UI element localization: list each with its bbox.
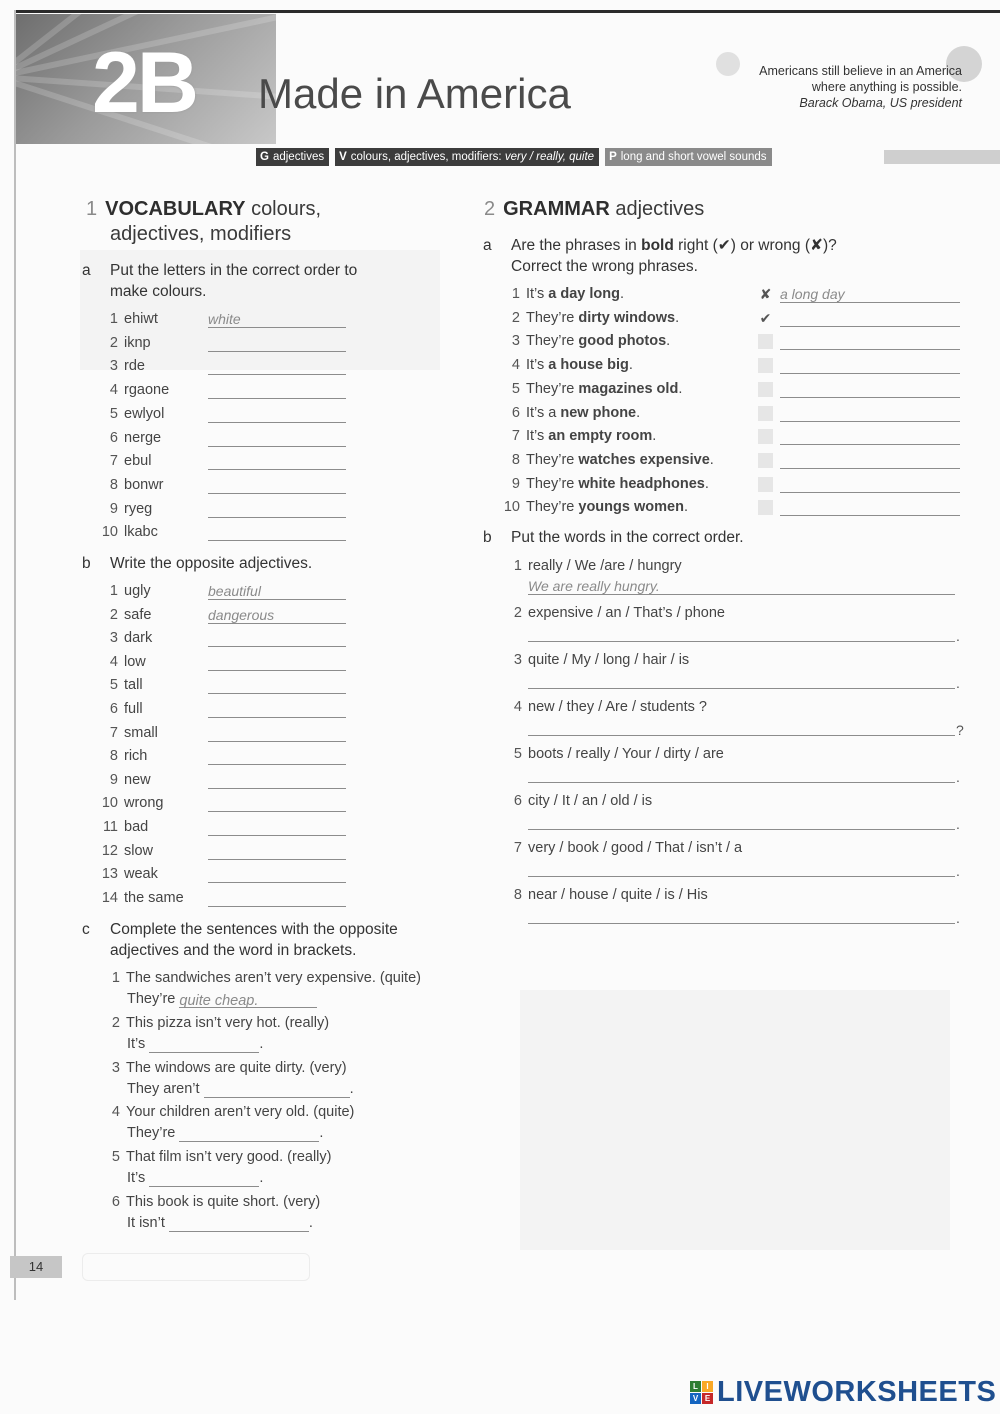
scrambled-word: rde (124, 358, 145, 374)
item-number: 6 (511, 405, 520, 421)
bold-phrase: an empty room (548, 428, 653, 444)
scan-shadow (520, 990, 950, 1250)
jumbled-words: expensive / an / That’s / phone (528, 605, 725, 621)
answer-input[interactable] (208, 501, 346, 518)
list-item (96, 523, 158, 541)
jumbled-words: city / It / an / old / is (528, 793, 653, 809)
bold-phrase: new phone (560, 405, 637, 421)
adjective-word: slow (124, 843, 154, 859)
list-item (96, 452, 151, 470)
jumbled-words: boots / really / Your / dirty / are (528, 746, 724, 762)
list-item: 7 It’s an empty room. (498, 427, 656, 445)
list-item (96, 771, 151, 789)
scrambled-word: ehiwt (124, 311, 158, 327)
list-item (96, 676, 143, 694)
item-number: 1 (109, 311, 118, 327)
list-item (500, 557, 682, 575)
list-item (96, 865, 158, 883)
list-item (96, 794, 164, 812)
list-item (98, 969, 421, 987)
item-number: 14 (101, 890, 118, 906)
sentence-end: . (956, 675, 960, 691)
bold-phrase: watches expensive (578, 452, 710, 468)
scrambled-word: nerge (124, 430, 162, 446)
vocab-b-instruction: b Write the opposite adjectives. (82, 555, 313, 572)
sentence-end: . (956, 769, 960, 785)
adjective-word: weak (124, 866, 158, 882)
list-item (98, 1193, 320, 1211)
list-item (500, 698, 707, 716)
tag-grammar: G adjectives (256, 148, 329, 166)
vocab-c-instruction: c Complete the sentences with the opposite adjectives and the word in brackets. (82, 921, 398, 959)
phrase-prefix: It’s (526, 428, 549, 444)
list-item (98, 1014, 329, 1032)
answer-input[interactable] (208, 748, 346, 765)
item-number: 5 (109, 677, 118, 693)
liveworksheets-logo (690, 1376, 996, 1409)
item-number: 2 (111, 1015, 120, 1031)
answer-input[interactable] (208, 654, 346, 671)
answer-input[interactable] (528, 861, 955, 877)
liveworksheets-mark-icon: L I V E (690, 1381, 713, 1404)
right-wrong-checkbox[interactable] (758, 453, 773, 468)
item-number: 4 (109, 382, 118, 398)
scan-ghost-box (82, 1253, 310, 1281)
item-number: 6 (513, 793, 522, 809)
sentence-prefix: It’s (127, 1170, 146, 1186)
item-number: 6 (109, 430, 118, 446)
jumbled-words: new / they / Are / students ? (528, 699, 707, 715)
adjective-word: wrong (124, 795, 164, 811)
adjective-word: new (124, 772, 151, 788)
answer-input[interactable]: quite cheap. (179, 992, 317, 1008)
item-number: 10 (101, 795, 118, 811)
item-number: 8 (109, 477, 118, 493)
item-number: 6 (109, 701, 118, 717)
right-wrong-checkbox[interactable] (758, 382, 773, 397)
sentence-end: . (956, 816, 960, 832)
scrambled-word: iknp (124, 335, 151, 351)
answer-input[interactable] (208, 843, 346, 860)
right-wrong-checkbox[interactable] (758, 429, 773, 444)
item-number: 1 (111, 970, 120, 986)
adjective-word: full (124, 701, 143, 717)
list-item (98, 1059, 347, 1077)
answer-input[interactable] (528, 767, 955, 783)
right-wrong-checkbox[interactable] (758, 477, 773, 492)
answer-input[interactable] (208, 406, 346, 423)
answer-input[interactable] (149, 1037, 259, 1053)
item-number: 2 (513, 605, 522, 621)
correction-input[interactable] (780, 476, 960, 493)
list-item (96, 381, 169, 399)
sentence-end: . (956, 628, 960, 644)
sentence-end: . (319, 1125, 324, 1141)
scrambled-word: lkabc (124, 524, 158, 540)
right-wrong-checkbox[interactable] (758, 334, 773, 349)
item-number: 8 (109, 748, 118, 764)
sentence-end: . (308, 1215, 313, 1231)
sentence-end: . (349, 1081, 354, 1097)
list-item (98, 1148, 331, 1166)
bold-phrase: dirty windows (578, 310, 676, 326)
page-number: 14 (10, 1256, 62, 1278)
item-number: 5 (511, 381, 520, 397)
adjective-word: low (124, 654, 146, 670)
bold-phrase: good photos (578, 333, 667, 349)
item-number: 7 (109, 725, 118, 741)
list-item (98, 1103, 354, 1121)
list-item: 5 They’re magazines old. (498, 380, 682, 398)
left-rule (14, 10, 16, 1300)
grammar-heading: 2 GRAMMAR adjectives (484, 198, 705, 220)
right-wrong-checkbox[interactable] (758, 358, 773, 373)
right-wrong-checkbox[interactable]: ✔ (759, 310, 772, 326)
answer-input[interactable] (179, 1126, 319, 1142)
completion-line (127, 1035, 263, 1053)
quote-attribution: Barack Obama, US president (799, 96, 962, 110)
correction-input[interactable] (780, 357, 960, 374)
phrase-prefix: It’s (526, 286, 549, 302)
list-item (500, 651, 689, 669)
adjective-word: bad (124, 819, 149, 835)
adjective-word: safe (124, 607, 152, 623)
list-item (96, 842, 153, 860)
scrambled-word: ewlyol (124, 406, 165, 422)
answer-input[interactable] (208, 677, 346, 694)
correction-input[interactable] (780, 310, 960, 327)
phrase-prefix: They’re (526, 333, 579, 349)
brand-name: LIVEWORKSHEETS (717, 1376, 997, 1408)
completion-line (127, 990, 317, 1008)
item-number: 2 (511, 310, 520, 326)
list-item: 2 They’re dirty windows. (498, 309, 679, 327)
item-number: 9 (109, 501, 118, 517)
list-item (96, 582, 151, 600)
list-item (96, 747, 147, 765)
sentence-prefix: They aren’t (127, 1081, 200, 1097)
sentence-end: . (956, 863, 960, 879)
correction-input[interactable] (780, 333, 960, 350)
item-number: 10 (503, 499, 520, 515)
item-number: 9 (511, 476, 520, 492)
item-number: 13 (101, 866, 118, 882)
list-item: 6 It’s a new phone. (498, 404, 640, 422)
jumbled-words: quite / My / long / hair / is (528, 652, 690, 668)
correction-input[interactable] (780, 428, 960, 445)
sentence-end: . (259, 1036, 264, 1052)
prompt-sentence: This pizza isn’t very hot. (really) (126, 1015, 330, 1031)
item-number: 4 (511, 357, 520, 373)
page-title: Made in America (258, 70, 571, 117)
vocabulary-heading-line2: adjectives, modifiers (110, 223, 292, 245)
sentence-end: . (259, 1170, 264, 1186)
answer-input[interactable]: white (208, 311, 346, 328)
list-item: 4 It’s a house big. (498, 356, 633, 374)
list-item (96, 476, 164, 494)
top-rule (14, 10, 1000, 13)
list-item (96, 429, 161, 447)
list-item (96, 700, 143, 718)
completion-line (127, 1214, 313, 1232)
list-item (500, 604, 725, 622)
item-number: 3 (513, 652, 522, 668)
list-item (96, 357, 145, 375)
item-number: 7 (513, 840, 522, 856)
list-item: 10 They’re youngs women. (498, 498, 688, 516)
answer-input[interactable] (208, 524, 346, 541)
item-number: 10 (101, 524, 118, 540)
scrambled-word: rgaone (124, 382, 170, 398)
answer-input[interactable] (208, 701, 346, 718)
sentence-prefix: It’s (127, 1036, 146, 1052)
item-number: 11 (102, 819, 118, 835)
prompt-sentence: That film isn’t very good. (really) (126, 1149, 332, 1165)
completion-line (127, 1124, 323, 1142)
adjective-word: the same (124, 890, 184, 906)
answer-input[interactable] (208, 890, 346, 907)
sentence-end: . (956, 910, 960, 926)
answer-input[interactable] (208, 453, 346, 470)
completion-line (127, 1080, 354, 1098)
item-number: 2 (109, 607, 118, 623)
answer-input[interactable] (208, 772, 346, 789)
quote-mark-open-icon (716, 52, 740, 76)
list-item (500, 839, 742, 857)
item-number: 3 (109, 358, 118, 374)
list-item (96, 629, 152, 647)
adjective-word: small (124, 725, 158, 741)
answer-input[interactable] (208, 430, 346, 447)
item-number: 8 (513, 887, 522, 903)
jumbled-words: very / book / good / That / isn’t / a (528, 840, 743, 856)
scrambled-word: bonwr (124, 477, 164, 493)
list-item (96, 334, 151, 352)
answer-input[interactable] (528, 908, 955, 924)
item-number: 4 (109, 654, 118, 670)
prompt-sentence: The sandwiches aren’t very expensive. (quite) (126, 970, 421, 986)
correction-input[interactable] (780, 381, 960, 398)
grammar-b-instruction: b Put the words in the correct order. (483, 529, 744, 546)
answer-input[interactable] (169, 1216, 309, 1232)
answer-input[interactable] (528, 814, 955, 830)
answer-input[interactable] (208, 477, 346, 494)
list-item (96, 606, 151, 624)
sentence-prefix: They’re (127, 991, 176, 1007)
answer-input[interactable]: beautiful (208, 583, 346, 600)
prompt-sentence: This book is quite short. (very) (126, 1194, 321, 1210)
jumbled-words: really / We /are / hungry (528, 558, 682, 574)
list-item: 1 It’s a day long. (498, 285, 624, 303)
bold-phrase: a house big (548, 357, 629, 373)
item-number: 5 (513, 746, 522, 762)
grammar-a-instruction: a Are the phrases in bold right (✔) or wrong (✘)? Correct the wrong phrases. (483, 237, 837, 275)
answer-input[interactable] (208, 382, 346, 399)
answer-input[interactable] (149, 1171, 259, 1187)
answer-input[interactable] (208, 358, 346, 375)
item-number: 5 (109, 406, 118, 422)
unit-number: 2B (92, 35, 196, 131)
adjective-word: rich (124, 748, 148, 764)
bold-phrase: magazines old (578, 381, 679, 397)
tag-vocabulary: V colours, adjectives, modifiers: very / really, quite (335, 148, 599, 166)
phrase-prefix: They’re (526, 381, 579, 397)
answer-input[interactable] (204, 1082, 350, 1098)
answer-input[interactable] (528, 626, 955, 642)
item-number: 6 (111, 1194, 120, 1210)
right-wrong-checkbox[interactable]: ✘ (759, 286, 772, 302)
list-item (500, 792, 652, 810)
answer-input[interactable] (528, 673, 955, 689)
header-quote: Americans still believe in an America where anything is possible. Barack Obama, US president (759, 64, 962, 110)
list-item (96, 653, 146, 671)
right-wrong-checkbox[interactable] (758, 500, 773, 515)
phrase-prefix: They’re (526, 499, 579, 515)
right-wrong-checkbox[interactable] (758, 406, 773, 421)
item-number: 1 (511, 286, 520, 302)
answer-input[interactable] (208, 795, 346, 812)
scrambled-word: ryeg (124, 501, 153, 517)
correction-input[interactable]: a long day (780, 286, 960, 303)
correction-input[interactable] (780, 405, 960, 422)
list-item (96, 724, 158, 742)
adjective-word: ugly (124, 583, 151, 599)
item-number: 4 (111, 1104, 120, 1120)
scrambled-word: ebul (124, 453, 152, 469)
answer-input[interactable] (208, 335, 346, 352)
sentence-prefix: It isn’t (127, 1215, 165, 1231)
bold-phrase: a day long (548, 286, 621, 302)
answer-input[interactable] (208, 725, 346, 742)
list-item (500, 886, 708, 904)
item-number: 3 (511, 333, 520, 349)
sentence-end: ? (956, 722, 964, 738)
item-number: 9 (109, 772, 118, 788)
item-number: 3 (111, 1060, 120, 1076)
phrase-prefix: It’s (526, 357, 549, 373)
bold-phrase: youngs women (578, 499, 684, 515)
tag-bar-tail (884, 150, 1000, 164)
item-number: 5 (111, 1149, 120, 1165)
item-number: 1 (513, 558, 522, 574)
skills-tag-bar (256, 148, 772, 166)
answer-input[interactable] (208, 630, 346, 647)
adjective-word: tall (124, 677, 143, 693)
completion-line (127, 1169, 263, 1187)
tag-pronunciation: P long and short vowel sounds (605, 148, 771, 166)
answer-input[interactable]: dangerous (208, 607, 346, 624)
item-number: 4 (513, 699, 522, 715)
answer-input[interactable] (208, 866, 346, 883)
prompt-sentence: The windows are quite dirty. (very) (126, 1060, 347, 1076)
answer-input[interactable] (208, 819, 346, 836)
correction-input[interactable] (780, 452, 960, 469)
item-number: 8 (511, 452, 520, 468)
sentence-prefix: They’re (127, 1125, 176, 1141)
bold-phrase: white headphones (578, 476, 705, 492)
list-item: 3 They’re good photos. (498, 332, 670, 350)
item-number: 12 (101, 843, 118, 859)
correction-input[interactable] (780, 499, 960, 516)
list-item (96, 310, 158, 328)
list-item (96, 889, 184, 907)
answer-input[interactable] (528, 720, 955, 736)
prompt-sentence: Your children aren’t very old. (quite) (126, 1104, 355, 1120)
item-number: 7 (511, 428, 520, 444)
phrase-prefix: They’re (526, 452, 579, 468)
list-item (96, 818, 148, 836)
adjective-word: dark (124, 630, 153, 646)
phrase-prefix: They’re (526, 310, 579, 326)
item-number: 7 (109, 453, 118, 469)
answer-input[interactable]: We are really hungry. (528, 579, 955, 595)
vocab-a-instruction: a Put the letters in the correct order to make colours. (82, 262, 358, 300)
list-item (96, 405, 164, 423)
vocabulary-heading: 1 VOCABULARY colours, (86, 198, 322, 220)
phrase-prefix: They’re (526, 476, 579, 492)
item-number: 3 (109, 630, 118, 646)
jumbled-words: near / house / quite / is / His (528, 887, 708, 903)
phrase-prefix: It’s a (526, 405, 561, 421)
list-item (96, 500, 152, 518)
list-item: 9 They’re white headphones. (498, 475, 709, 493)
list-item: 8 They’re watches expensive. (498, 451, 714, 469)
item-number: 2 (109, 335, 118, 351)
list-item (500, 745, 724, 763)
item-number: 1 (109, 583, 118, 599)
